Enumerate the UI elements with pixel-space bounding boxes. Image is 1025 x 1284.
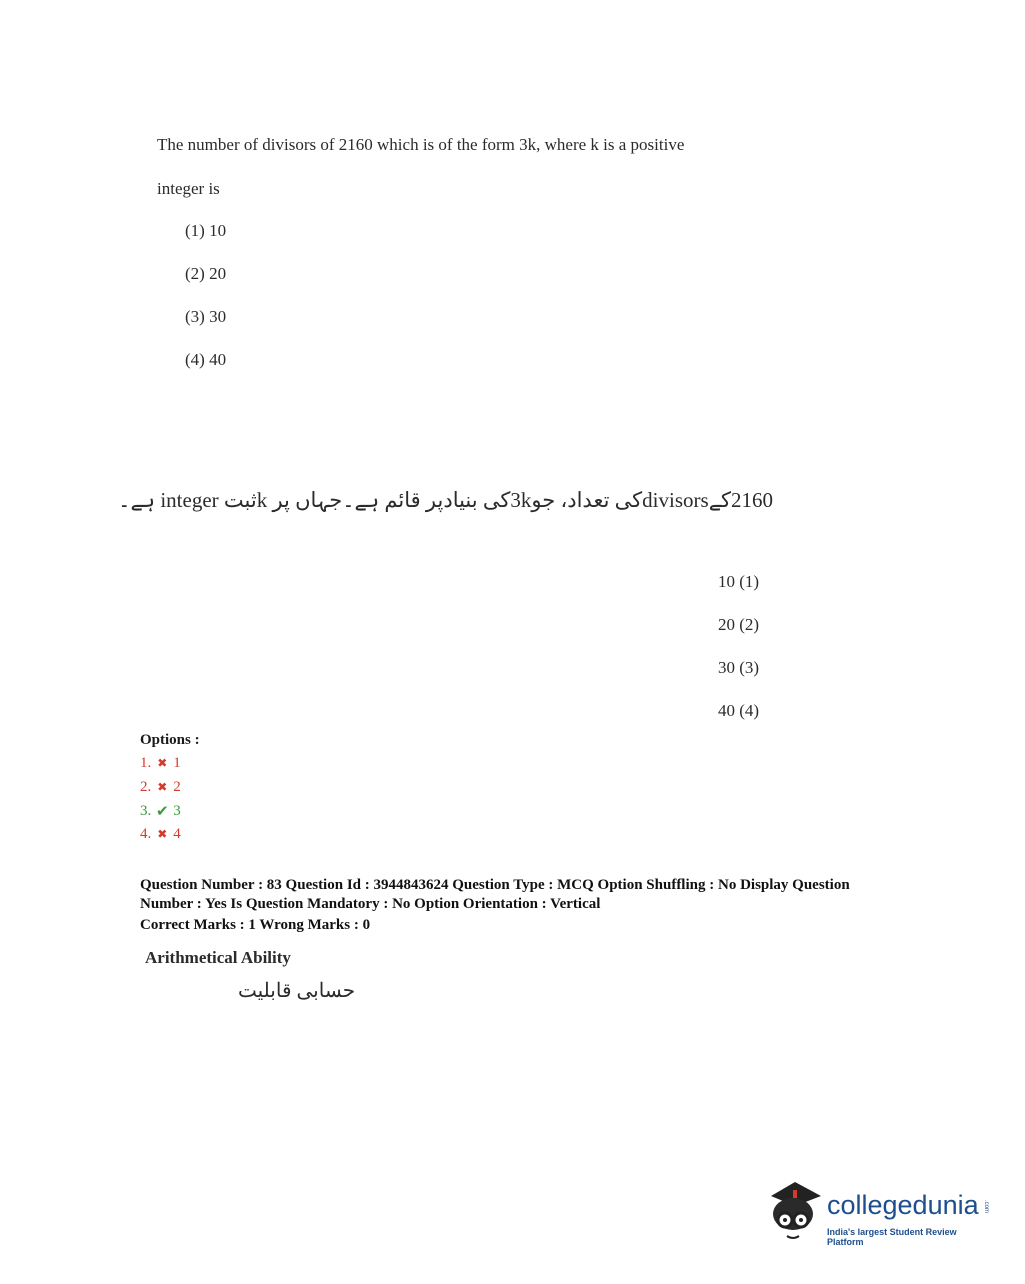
logo-domain: .com	[983, 1200, 989, 1214]
logo-name: collegedunia	[827, 1190, 979, 1220]
question-text-urdu: 2160کےdivisorsکی تعداد، جو3kکی بنیادپر قائم ہے۔جہاں پر kثبت integer ہے۔	[118, 488, 773, 512]
question-text-line-1: The number of divisors of 2160 which is of the form 3k, where k is a positive	[157, 135, 685, 154]
question-metadata	[140, 876, 910, 935]
metadata-line-2: Number : Yes Is Question Mandatory : No Option Orientation : Vertical	[140, 896, 601, 912]
section-title: Arithmetical Ability	[145, 948, 291, 967]
answer-option-value: 3	[173, 803, 181, 819]
options-label: Options :	[140, 732, 200, 748]
cross-icon: ✖	[157, 756, 168, 770]
metadata-line-1: Question Number : 83 Question Id : 3944843624 Question Type : MCQ Option Shuffling : No Display Question	[140, 877, 850, 893]
answer-option-number: 3.	[140, 803, 152, 819]
answer-option-number: 2.	[140, 779, 152, 795]
question-text-line-2: integer is	[157, 179, 220, 198]
question-option-urdu-2: 20 (2)	[718, 615, 760, 634]
check-icon: ✔	[155, 804, 169, 820]
question-option-2: (2) 20	[185, 264, 227, 283]
answer-option-1	[140, 755, 181, 772]
cross-icon: ✖	[157, 780, 168, 794]
answer-option-value: 4	[173, 826, 181, 842]
answer-option-3	[140, 802, 181, 821]
mascot-icon	[765, 1176, 825, 1248]
question-option-4: (4) 40	[185, 350, 227, 369]
answer-option-4	[140, 826, 181, 843]
cross-icon: ✖	[157, 827, 168, 841]
answer-option-2	[140, 779, 181, 796]
metadata-marks: Correct Marks : 1 Wrong Marks : 0	[140, 917, 371, 933]
question-option-urdu-1: 10 (1)	[718, 572, 760, 591]
answer-option-value: 2	[173, 779, 181, 795]
collegedunia-logo	[765, 1176, 995, 1248]
section-title-urdu: حسابی قابلیت	[238, 980, 356, 1002]
question-option-urdu-3: 30 (3)	[718, 658, 760, 677]
logo-tagline: India's largest Student Review Platform	[827, 1227, 957, 1247]
answer-option-number: 1.	[140, 755, 152, 771]
answer-option-number: 4.	[140, 826, 152, 842]
question-option-3: (3) 30	[185, 307, 227, 326]
question-option-1: (1) 10	[185, 221, 227, 240]
question-option-urdu-4: 40 (4)	[718, 701, 760, 720]
answer-option-value: 1	[173, 755, 181, 771]
